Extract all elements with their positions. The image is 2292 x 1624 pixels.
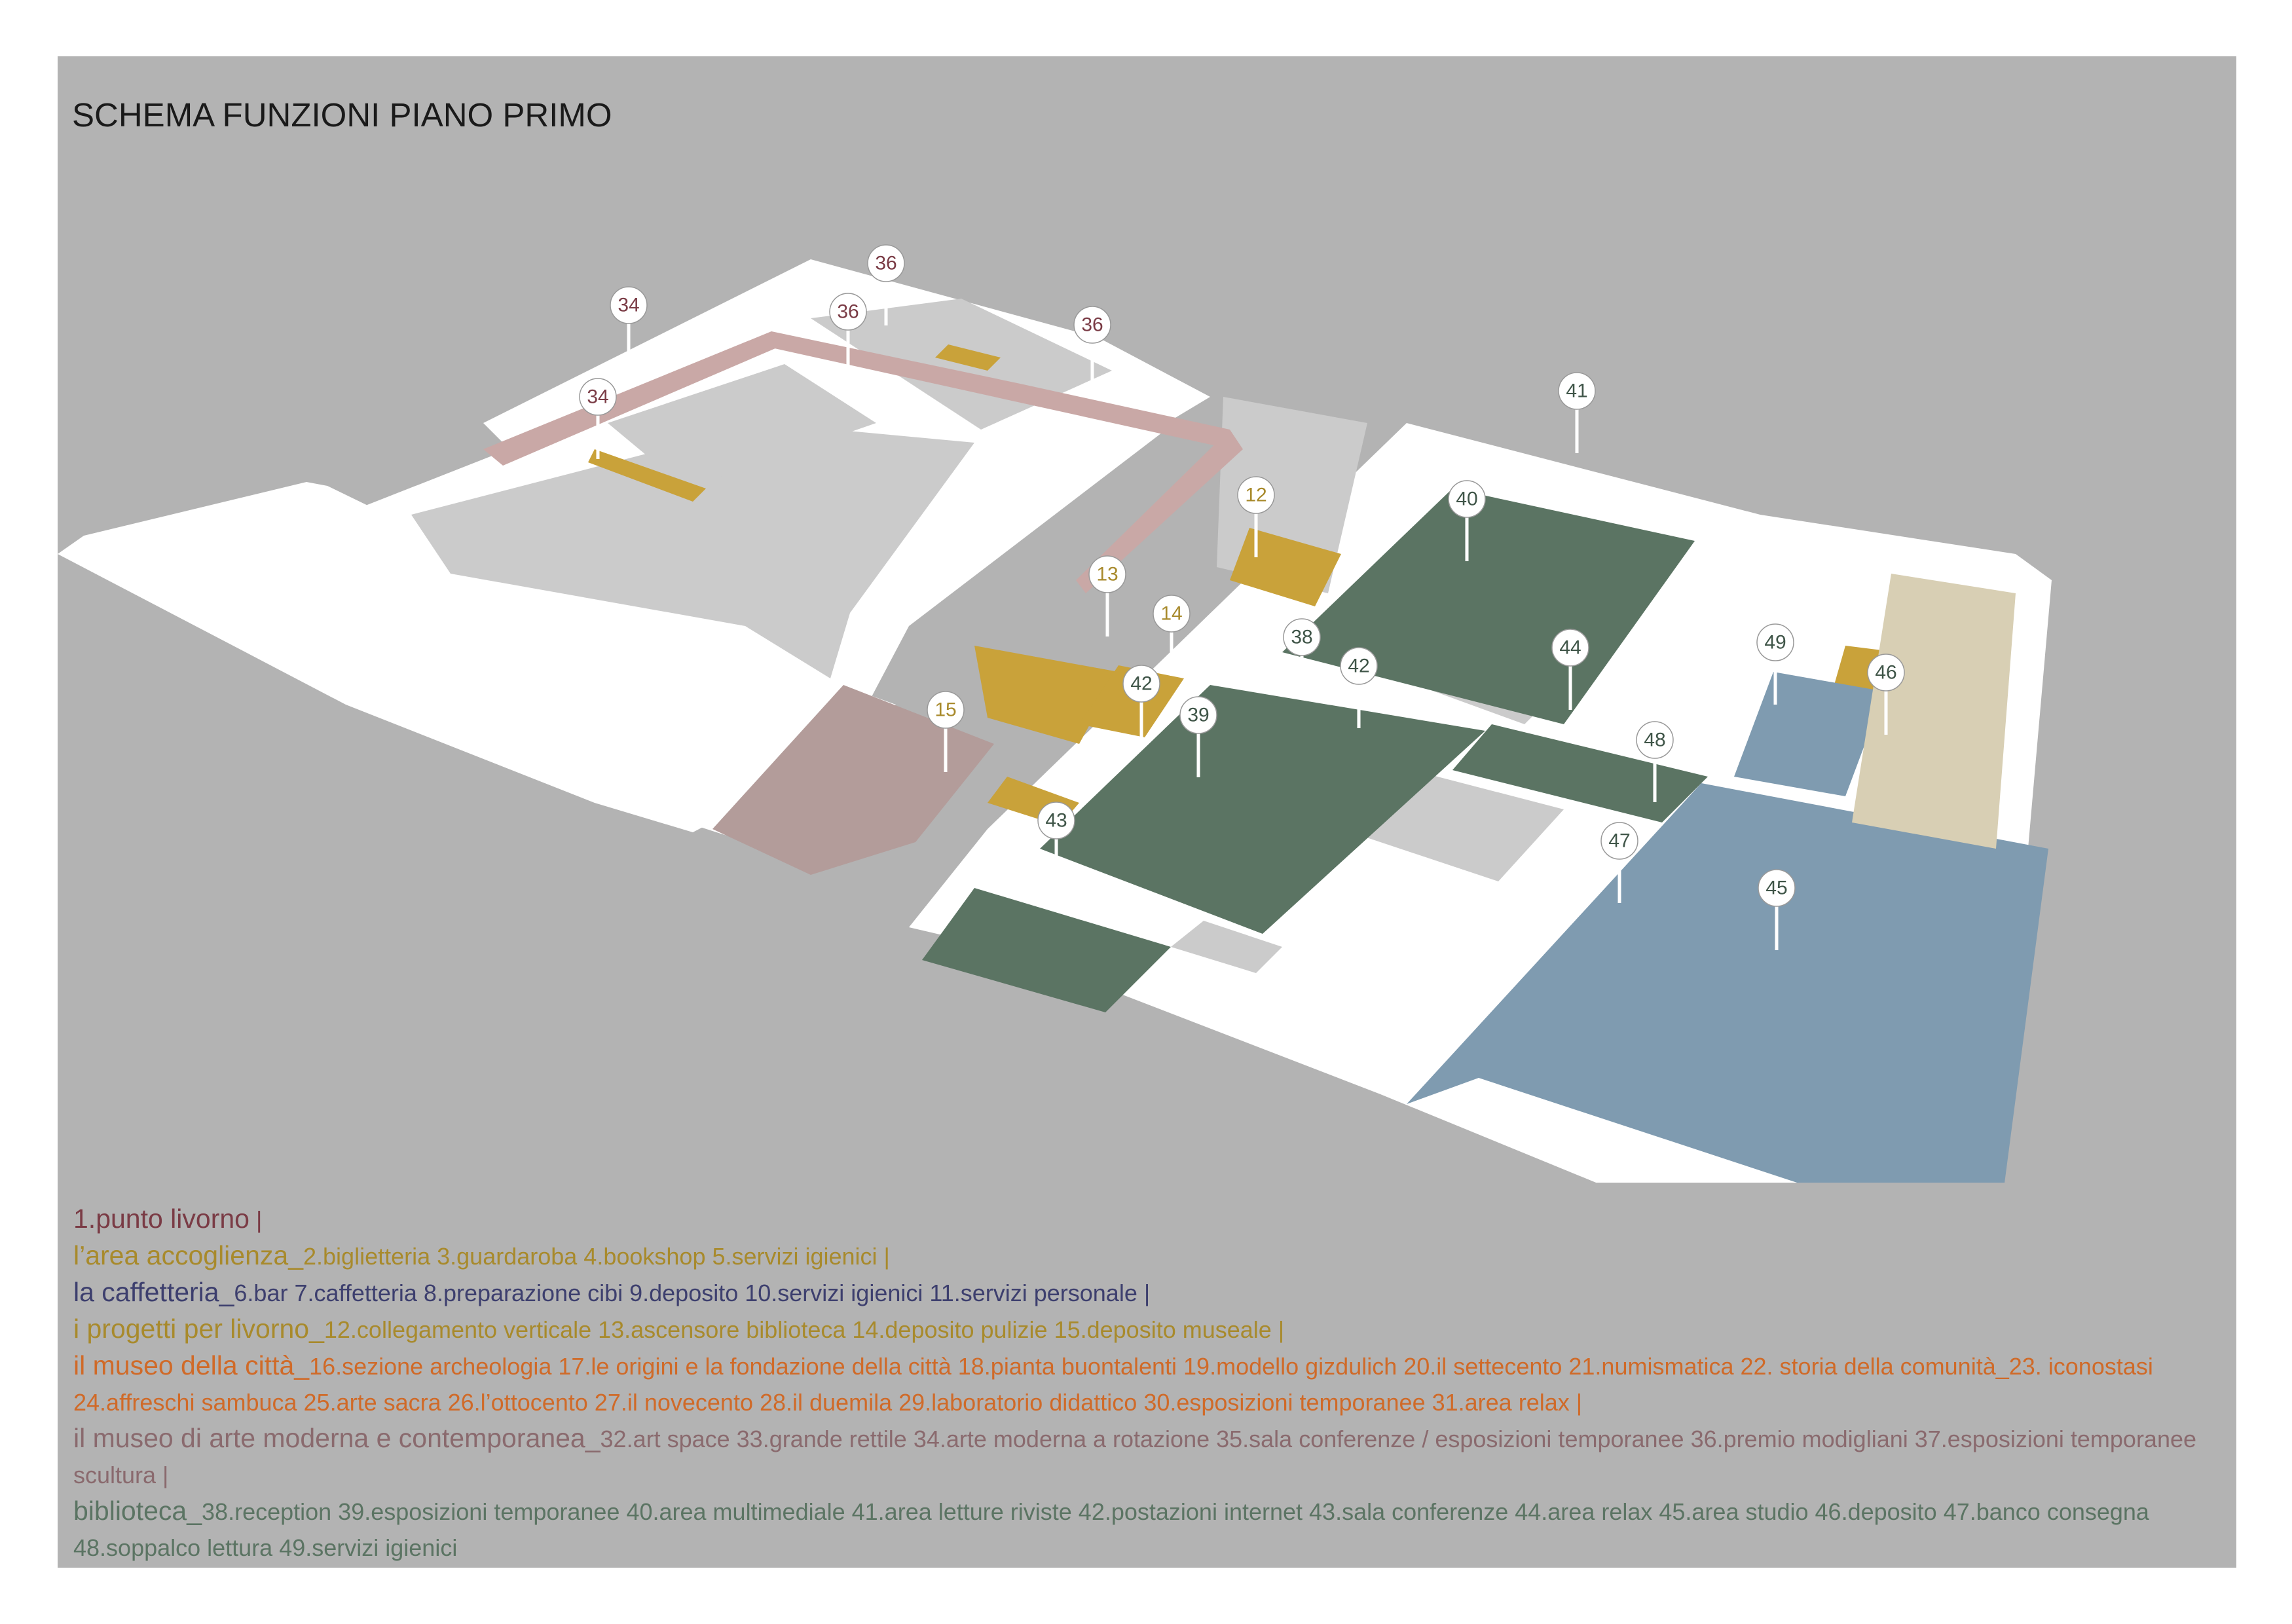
legend-accoglienza-head: l’area accoglienza_ (73, 1240, 304, 1270)
marker-41 (1559, 373, 1595, 453)
marker-label: 46 (1875, 661, 1897, 684)
page-title: SCHEMA FUNZIONI PIANO PRIMO (72, 96, 612, 134)
marker-label: 45 (1765, 877, 1788, 899)
legend-accoglienza (73, 1238, 2228, 1274)
legend (73, 1201, 2228, 1566)
legend-punto-tail: | (249, 1206, 263, 1233)
legend-museo-arte-tail: 32.art space 33.grande rettile 34.arte moderna a rotazione 35.sala conferenze / esposizioni temporanee 36.premio modigliani 37.esposizioni temporanee scultura | (73, 1426, 2197, 1488)
marker-label: 14 (1160, 602, 1183, 625)
drawing-sheet (58, 56, 2236, 1568)
legend-biblioteca-head: biblioteca_ (73, 1496, 202, 1526)
legend-caffetteria (73, 1274, 2228, 1311)
legend-biblioteca-tail: 38.reception 39.esposizioni temporanee 40.area multimediale 41.area letture riviste 42.postazioni internet 43.sala conferenze 44.area relax 45.area studio 46.deposito 47.banco consegna 48.soppalco lettura 49.servizi igienici (73, 1498, 2149, 1561)
marker-label: 42 (1130, 673, 1153, 695)
marker-label: 43 (1045, 809, 1067, 832)
legend-punto (73, 1201, 2228, 1238)
marker-label: 13 (1096, 563, 1118, 585)
floor-plan (58, 56, 2236, 1183)
marker-label: 12 (1245, 484, 1267, 506)
marker-label: 36 (875, 252, 897, 274)
legend-punto-head: 1.punto livorno (73, 1204, 250, 1234)
legend-progetti-tail: 12.collegamento verticale 13.ascensore biblioteca 14.deposito pulizie 15.deposito museale | (323, 1316, 1285, 1343)
legend-museo-arte-head: il museo di arte moderna e contemporanea_ (73, 1423, 601, 1453)
marker-label: 39 (1187, 704, 1210, 726)
legend-museo-citta-head: il museo della città_ (73, 1350, 310, 1380)
legend-museo-citta (73, 1348, 2228, 1420)
legend-biblioteca (73, 1493, 2228, 1566)
marker-label: 15 (934, 699, 957, 721)
marker-label: 40 (1456, 488, 1478, 510)
marker-label: 49 (1764, 631, 1786, 654)
marker-label: 41 (1566, 380, 1588, 402)
marker-label: 44 (1559, 637, 1581, 659)
marker-label: 36 (837, 301, 859, 323)
marker-label: 47 (1608, 830, 1631, 852)
legend-accoglienza-tail: 2.biglietteria 3.guardaroba 4.bookshop 5.servizi igienici | (303, 1243, 890, 1270)
marker-label: 36 (1081, 314, 1103, 336)
legend-museo-citta-tail: 16.sezione archeologia 17.le origini e la fondazione della città 18.pianta buontalenti 19.modello gizdulich 20.il settecento 21.numismatica 22. storia della comunità_23. iconostasi 24.affreschi sambuca 25.arte sacra 26.l’ottocento 27.il novecento 28.il duemila 29.laboratorio didattico 30.esposizioni temporanee 31.area relax | (73, 1353, 2153, 1416)
marker-label: 48 (1644, 729, 1666, 751)
legend-museo-arte (73, 1420, 2228, 1493)
marker-label: 34 (587, 386, 609, 408)
marker-13 (1089, 556, 1126, 637)
marker-label: 38 (1291, 626, 1313, 648)
legend-progetti (73, 1311, 2228, 1348)
marker-label: 34 (618, 294, 640, 316)
legend-progetti-head: i progetti per livorno_ (73, 1314, 324, 1344)
legend-caffetteria-tail: 6.bar 7.caffetteria 8.preparazione cibi 9.deposito 10.servizi igienici 11.servizi personale | (234, 1280, 1151, 1306)
marker-label: 42 (1348, 655, 1370, 677)
legend-caffetteria-head: la caffetteria_ (73, 1277, 234, 1307)
